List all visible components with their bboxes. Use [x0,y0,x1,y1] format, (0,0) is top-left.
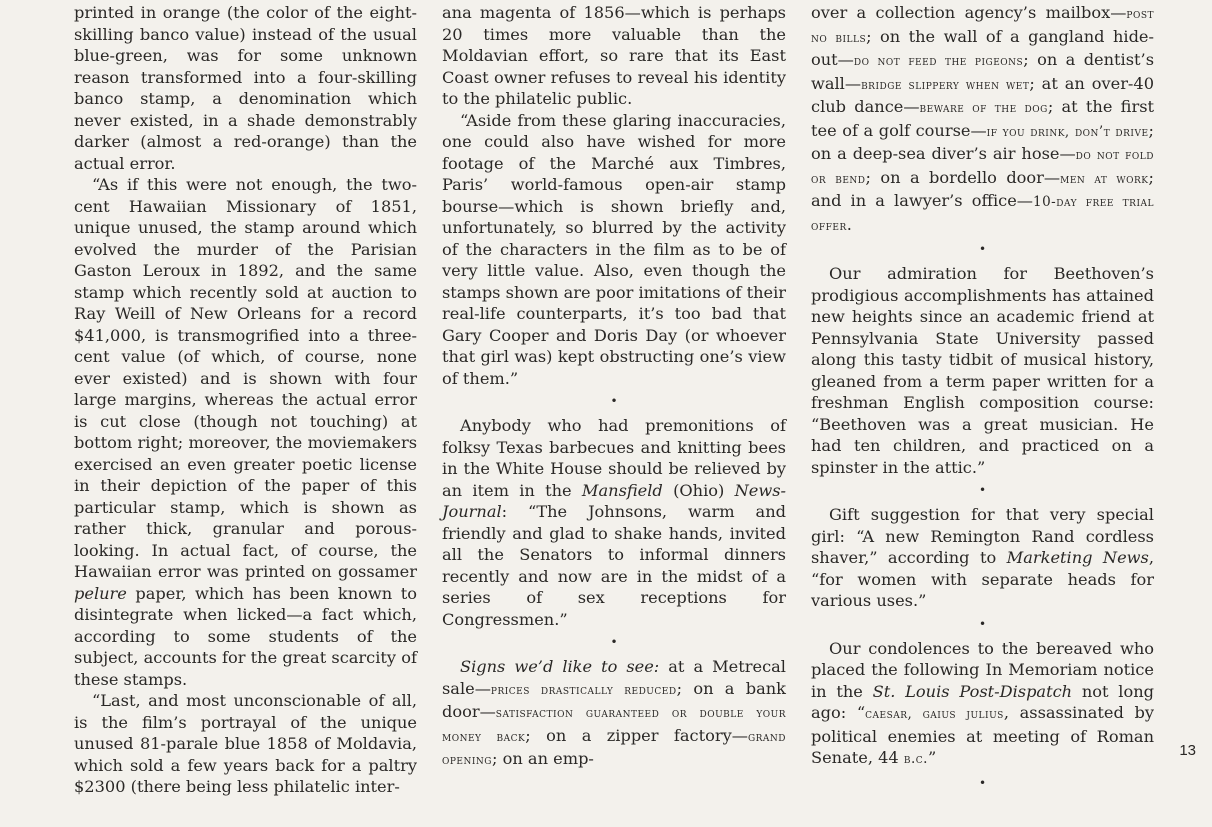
section-bullet: • [610,394,618,408]
column-3 [811,2,1154,797]
paragraph: Our condolences to the bereaved who placed the following In Memoriam notice in the St. Louis Post-Dispatch not long ago: “caesar, gaius julius, assassinated by political enemies at meeting of Roman Senate, 44 b.c.” [811,638,1155,767]
section-bullet: • [978,616,987,631]
paragraph: Anybody who had premonitions of folksy Texas barbecues and knitting bees in the White House should be relieved by an item in the Mansfield (Ohio) News-Journal: “The Johnsons, warm and friendly and glad to shake hands, invited all the Senators to informal dinners recently and now are in the midst of a series of sex receptions for Congressmen.” [442,416,786,629]
section-bullet: • [978,242,987,256]
paragraph: “As if this were not enough, the two-cent Hawaiian Missionary of 1851, unique unused, the stamp around which evolved the murder of the Parisian Gaston Leroux in 1892, and the same stamp which recently sold at auction to Ray Weill of New Orleans for a record $41,000, is transmogrified into a three-cent value (of which, of course, none ever existed) and is shown with four large margins, whereas the actual error is cut close (though not touching) at bottom right; moreover, the moviemakers exercised an even greater poetic license in their depiction of the paper of this particular stamp, which is shown as rather thick, granular and porous-looking. In actual fact, of course, the Hawaiian error was printed on gossamer pelure paper, which has been known to disintegrate when licked—a fact which, according to some students of the subject, accounts for the great scarcity of these stamps. [74,175,417,689]
section-bullet: • [610,635,618,649]
paragraph: over a collection agency’s mailbox—post no bills; on the wall of a gangland hide-out—do not feed the pigeons; on a dentist’s wall—bridge slippery when wet; at an over-40 club dance—beware of the dog; at the first tee of a golf course—if you drink, don’t drive; on a deep-sea diver’s air hose—do not fold or bend; on a bordello door—men at work; and in a lawyer’s office—10-day free trial offer. [811,3,1155,234]
paragraph: Gift suggestion for that very special girl: “A new Remington Rand cordless shaver,” according to Marketing News, “for women with separate heads for various uses.” [811,505,1154,610]
column-2 [442,2,786,772]
paragraph: Signs we’d like to see: at a Metrecal sale—prices drastically reduced; on a bank door—satisfaction guaranteed or double your money back; on a zipper factory—grand opening; on an emp- [442,657,787,768]
paragraph: “Last, and most unconscionable of all, is the film’s portrayal of the unique unused 81-parale blue 1858 of Moldavia, which sold a few years back for a paltry $2300 (there being less philatelic inter- [74,691,417,796]
section-bullet: • [978,775,987,790]
page-number: 13 [1179,742,1196,759]
column-1 [74,2,417,798]
section-bullet: • [978,483,987,497]
paragraph: printed in orange (the color of the eight-skilling banco value) instead of the usual blue-green, was for some unknown reason transformed into a four-skilling banco stamp, a denomination which never existed, in a shade demonstrably darker (almost a red-orange) than the actual error. [74,3,417,173]
paragraph: Our admiration for Beethoven’s prodigious accomplishments has attained new heights since an academic friend at Pennsylvania State University passed along this tasty tidbit of musical history, gleaned from a term paper written for a freshman English composition course: “Beethoven was a great musician. He had ten children, and practiced on a spinster in the attic.” [811,264,1154,477]
paragraph: “Aside from these glaring inaccuracies, one could also have wished for more footage of the Marché aux Timbres, Paris’ world-famous open-air stamp bourse—which is shown briefly and, unfortunately, so blurred by the activity of the characters in the film as to be of very little value. Also, even though the stamps shown are poor imitations of their real-life counterparts, it’s too bad that Gary Cooper and Doris Day (or whoever that girl was) kept obstructing one’s view of them.” [442,110,786,388]
paragraph: ana magenta of 1856—which is perhaps 20 times more valuable than the Moldavian effort, so rare that its East Coast owner refuses to reveal his identity to the philatelic public. [442,3,786,108]
